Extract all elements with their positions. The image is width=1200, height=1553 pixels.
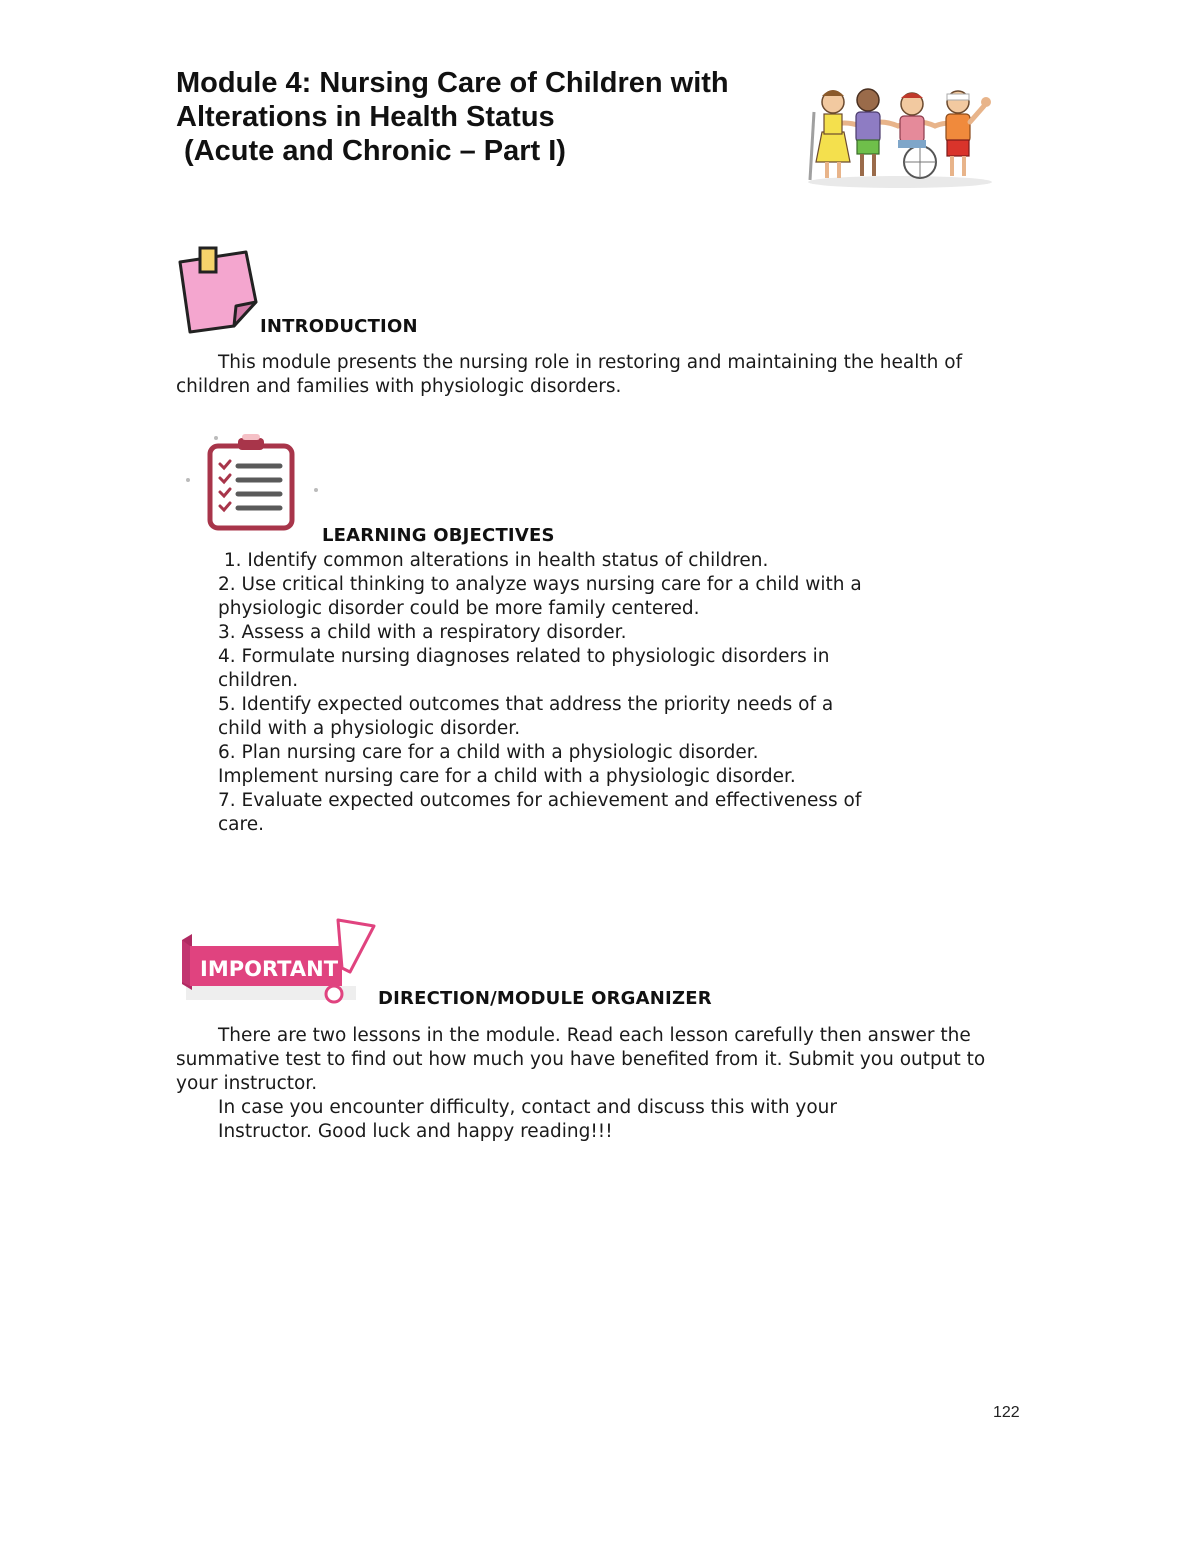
list-item: care. [218,814,264,835]
module-title [176,66,776,168]
list-item: children. [218,670,299,691]
list-item: 2. Use critical thinking to analyze ways nursing care for a child with a [218,574,862,595]
list-item: 1. Identify common alterations in health status of children. [218,550,769,571]
page-number: 122 [993,1404,1020,1421]
direction-paragraph-1: There are two lessons in the module. Read each lesson carefully then answer the summative test to find out how much you have benefited from it. Submit you output to your instructor. [176,1025,986,1094]
list-item: child with a physiologic disorder. [218,718,521,739]
list-item: 4. Formulate nursing diagnoses related to physiologic disorders in [218,646,830,667]
introduction-paragraph: This module presents the nursing role in restoring and maintaining the health of children and families with physiologic disorders. [176,352,963,397]
list-item: 5. Identify expected outcomes that address the priority needs of a [218,694,834,715]
learning-objectives-heading: LEARNING OBJECTIVES [322,525,555,546]
clipboard-checklist-icon [176,430,326,534]
direction-paragraph-2 [218,1096,978,1144]
list-item: physiologic disorder could be more family centered. [218,598,700,619]
paragraph-line: In case you encounter difficulty, contact and discuss this with your [218,1097,838,1118]
list-item: Implement nursing care for a child with a physiologic disorder. [218,766,796,787]
title-line-3: (Acute and Chronic – Part I) [176,135,566,167]
objectives-list [218,549,978,837]
important-banner-icon [178,916,382,1008]
direction-heading: DIRECTION/MODULE ORGANIZER [378,988,712,1009]
paragraph-line: Instructor. Good luck and happy reading!!! [218,1121,613,1142]
introduction-heading: INTRODUCTION [260,316,418,337]
sticky-note-icon [176,246,262,336]
list-item: 3. Assess a child with a respiratory disorder. [218,622,627,643]
children-group-illustration [800,82,1000,190]
important-badge-text: IMPORTANT [200,957,339,981]
title-line-1: Module 4: Nursing Care of Children with [176,67,729,99]
list-item: 6. Plan nursing care for a child with a physiologic disorder. [218,742,759,763]
list-item: 7. Evaluate expected outcomes for achievement and effectiveness of [218,790,862,811]
title-line-2: Alterations in Health Status [176,101,555,133]
